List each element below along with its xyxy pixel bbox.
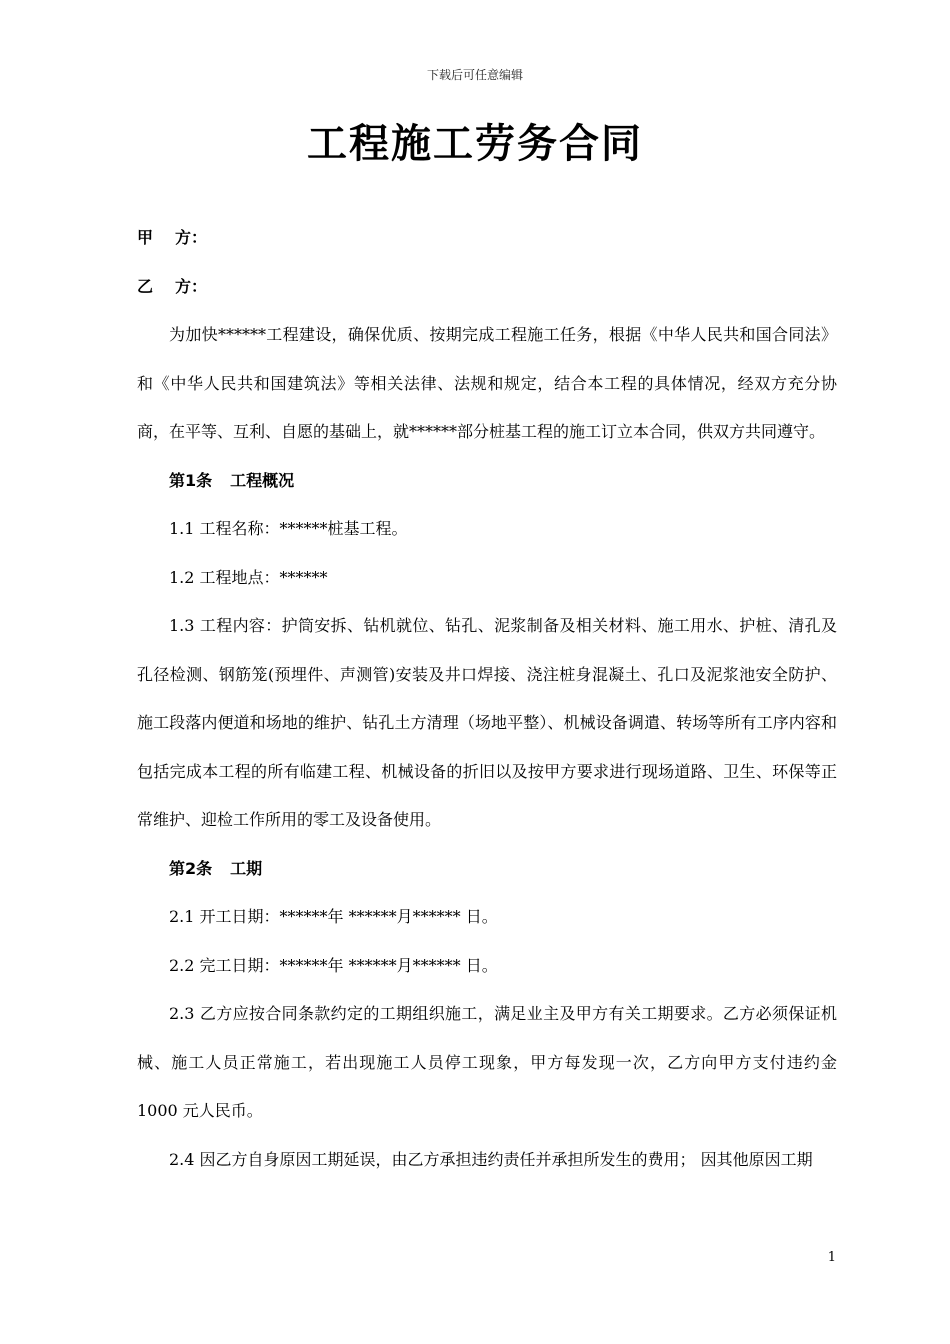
- party-b-line: [137, 263, 837, 312]
- article-1-item: 1.1 工程名称：******桩基工程。: [169, 519, 408, 538]
- party-a-label-second: 方：: [175, 228, 208, 247]
- party-a-label-first: 甲: [137, 228, 154, 247]
- party-b-label-first: 乙: [137, 276, 154, 296]
- contract-body: [137, 214, 837, 1184]
- party-a-line: [137, 214, 837, 263]
- party-b-label-second: 方：: [175, 276, 208, 296]
- article-2-number: 第2条: [169, 858, 213, 878]
- article-2-item: 2.4 因乙方自身原因工期延误，由乙方承担违约责任并承担所发生的费用； 因其他原因工期: [169, 1149, 813, 1169]
- article-2-item: 2.1 开工日期：******年 ******月****** 日。: [169, 907, 498, 926]
- article-2-heading: [137, 845, 837, 894]
- article-1-heading: [137, 457, 837, 506]
- article-2-item: 2.3 乙方应按合同条款约定的工期组织施工，满足业主及甲方有关工期要求。乙方必须保证机械、施工人员正常施工，若出现施工人员停工现象，甲方每发现一次，乙方向甲方支付违约金 1000 元人民币。: [137, 1004, 837, 1120]
- header-note: 下载后可任意编辑: [426, 68, 523, 82]
- article-1-title: 工程概况: [230, 470, 295, 490]
- article-1-number: 第1条: [169, 470, 213, 490]
- document-title: 工程施工劳务合同: [307, 121, 643, 167]
- article-1-item: 1.2 工程地点：******: [169, 567, 328, 587]
- article-1-item: 1.3 工程内容：护筒安拆、钻机就位、钻孔、泥浆制备及相关材料、施工用水、护桩、清孔及孔径检测、钢筋笼(预埋件、声测管)安装及井口焊接、浇注桩身混凝土、孔口及泥浆池安全防护、施工段落内便道和场地的维护、钻孔土方清理（场地平整）、机械设备调遣、转场等所有工序内容和包括完成本工程的所有临建工程、机械设备的折旧以及按甲方要求进行现场道路、卫生、环保等正常维护、迎检工作所用的零工及设备使用。: [137, 616, 837, 829]
- preamble-paragraph: 为加快******工程建设，确保优质、按期完成工程施工任务，根据《中华人民共和国合同法》和《中华人民共和国建筑法》等相关法律、法规和规定，结合本工程的具体情况，经双方充分协商，在平等、互利、自愿的基础上，就******部分桩基工程的施工订立本合同，供双方共同遵守。: [137, 325, 837, 441]
- page-number: 1: [827, 1250, 836, 1265]
- article-2-title: 工期: [230, 858, 263, 878]
- article-2-item: 2.2 完工日期：******年 ******月****** 日。: [169, 955, 498, 975]
